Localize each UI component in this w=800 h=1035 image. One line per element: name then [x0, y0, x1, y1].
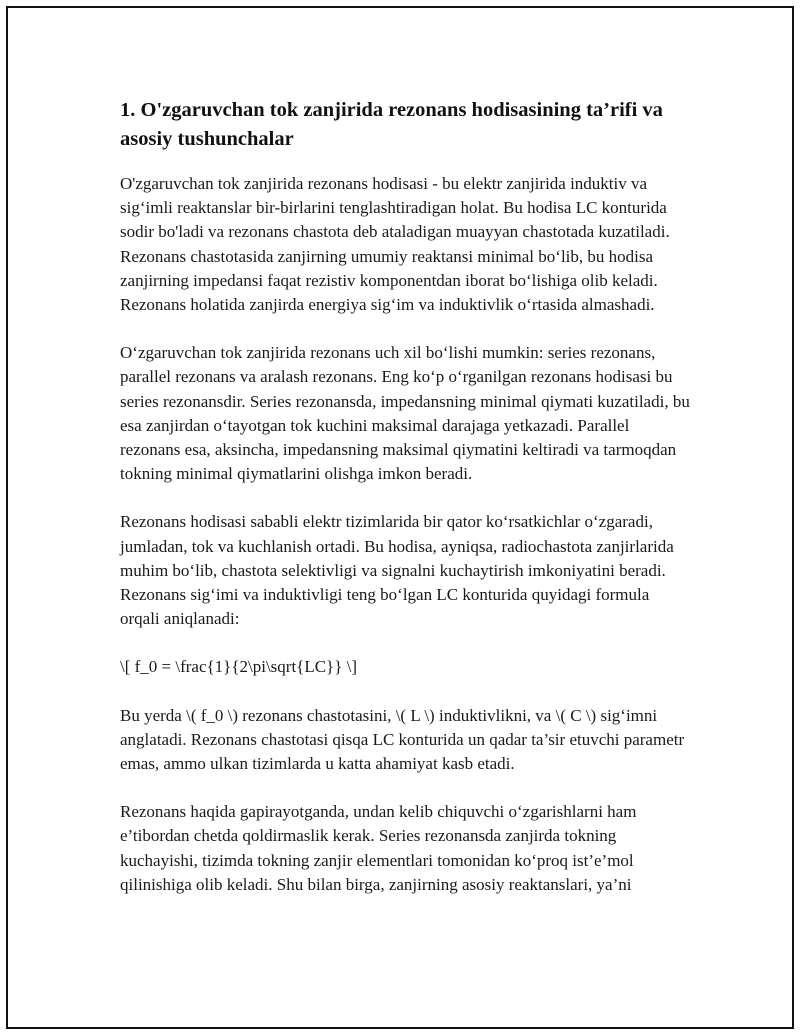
paragraph-formula: \[ f_0 = \frac{1}{2\pi\sqrt{LC}} \]	[120, 657, 358, 677]
paragraph-resonance-consequences: Rezonans haqida gapirayotganda, undan kelib chiquvchi o‘zgarishlarni ham e’tibordan chetda qoldirmaslik kerak. Series rezonansda zanjirda tokning kuchayishi, tizimda tokning zanjir elementlari tomonidan ko‘proq ist’e’mol qilinishiga olib keladi. Shu bilan birga, zanjirning asosiy reaktanslari, ya’ni	[120, 802, 637, 894]
paragraph-formula-explanation: Bu yerda \( f_0 \) rezonans chastotasini, \( L \) induktivlikni, va \( C \) sig‘imni anglatadi. Rezonans chastotasi qisqa LC konturida un qadar ta’sir etuvchi parametr emas, ammo ulkan tizimlarda u katta ahamiyat kasb etadi.	[120, 705, 685, 774]
paragraph-resonance-types: O‘zgaruvchan tok zanjirida rezonans uch xil bo‘lishi mumkin: series rezonans, parallel rezonans va aralash rezonans. Eng ko‘p o‘rganilgan rezonans hodisasi bu series rezonansdir. Series rezonansda, impedansning minimal qiymati kuzatiladi, bu esa zanjirdan o‘tayotgan tok kuchini maksimal darajaga yetkazadi. Parallel rezonans esa, aksincha, impedansning maksimal qiymatini keltiradi va tarmoqdan tokning minimal qiymatlarini olishga imkon beradi.	[120, 343, 690, 484]
page-frame	[6, 6, 794, 1029]
section-heading: 1. O'zgaruvchan tok zanjirida rezonans hodisasining ta’rifi va asosiy tushunchalar	[120, 99, 663, 150]
paragraph-resonance-effects: Rezonans hodisasi sababli elektr tizimlarida bir qator ko‘rsatkichlar o‘zgaradi, jumladan, tok va kuchlanish ortadi. Bu hodisa, ayniqsa, radiochastota zanjirlarida muhim bo‘lib, chastota selektivligi va signalni kuchaytirish imkoniyatini beradi. Rezonans sig‘imi va induktivligi teng bo‘lgan LC konturida quyidagi formula orqali aniqlanadi:	[120, 512, 674, 629]
paragraph-resonance-definition: O'zgaruvchan tok zanjirida rezonans hodisasi - bu elektr zanjirida induktiv va sig‘imli reaktanslar bir-birlarini tenglashtiradigan holat. Bu hodisa LC konturida sodir bo'ladi va rezonans chastota deb ataladigan muayyan chastotada kuzatiladi. Rezonans chastotasida zanjirning umumiy reaktansi minimal bo‘lib, bu hodisa zanjirning impedansi faqat rezistiv komponentdan iborat bo‘lishiga olib keladi. Rezonans holatida zanjirda energiya sig‘im va induktivlik o‘rtasida almashadi.	[120, 174, 670, 315]
document-body	[120, 96, 692, 921]
